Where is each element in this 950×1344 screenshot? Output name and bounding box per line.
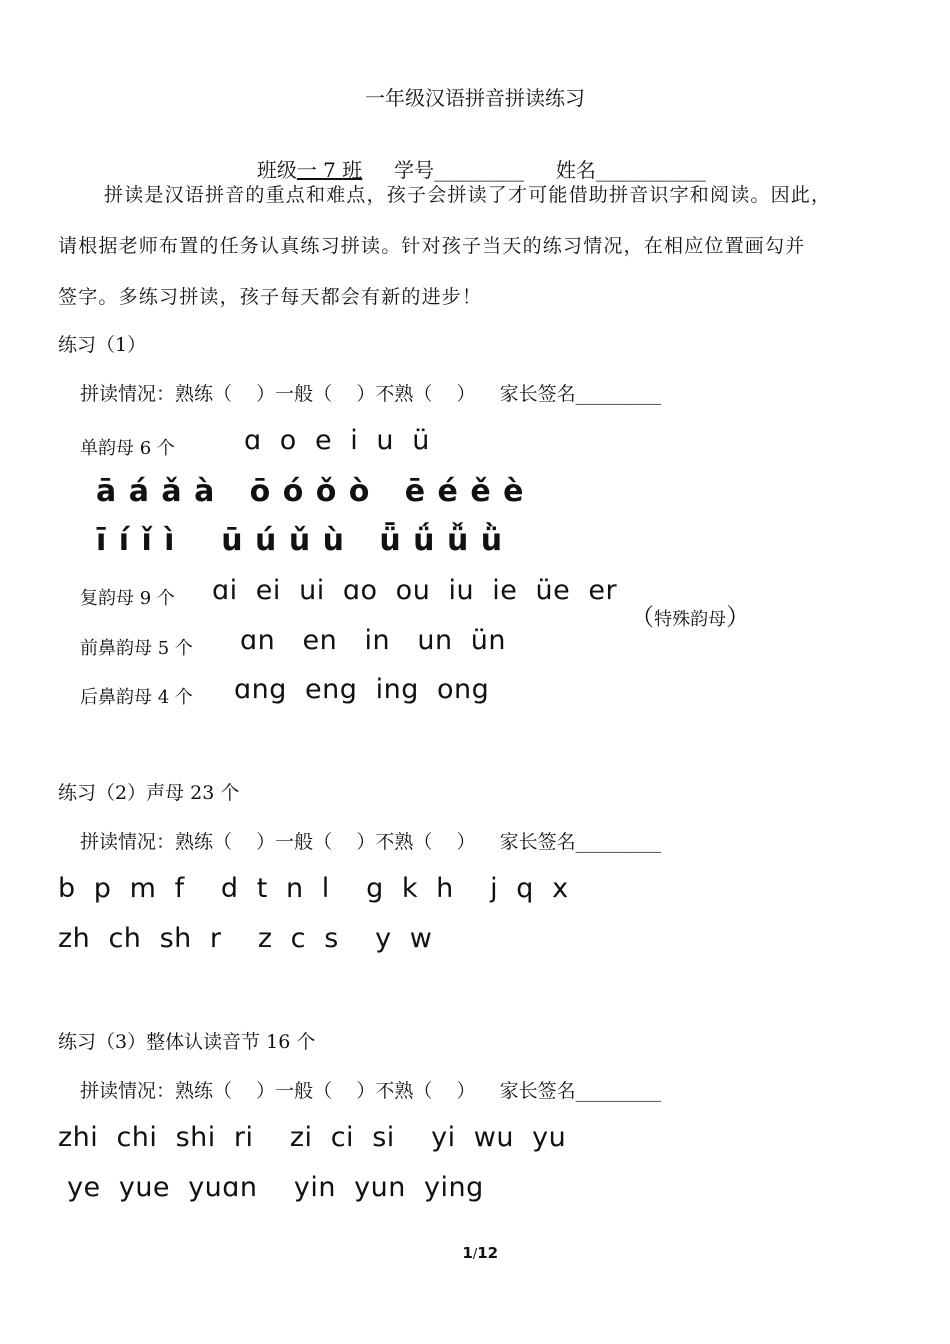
compound-finals-note (620, 578, 750, 632)
single-finals-values: ɑ o e i u ü (244, 425, 430, 456)
syllables-row-2: ye yue yuɑn yin yun ying (58, 1172, 484, 1203)
exercise-1-status-line: 拼读情况：熟练（ ）一般（ ）不熟（ ） 家长签名_________ (80, 383, 662, 405)
student-info-line (0, 130, 950, 183)
exercise-3-status-line: 拼读情况：熟练（ ）一般（ ）不熟（ ） 家长签名_________ (80, 1080, 662, 1102)
note-close-paren: ） (726, 603, 751, 631)
compound-finals-values: ɑi ei ui ɑo ou iu ie üe er (212, 575, 618, 606)
class-value: 一 7 班 (296, 158, 363, 182)
intro-line-1: 拼读是汉语拼音的重点和难点，孩子会拼读了才可能借助拼音识字和阅读。因此， (104, 184, 832, 206)
current-page: 1 (462, 1244, 473, 1262)
class-label: 班级 (256, 158, 297, 182)
exercise-3-heading: 练习（3）整体认读音节 16 个 (58, 1031, 316, 1053)
exercise-2-heading: 练习（2）声母 23 个 (58, 782, 240, 804)
intro-line-2: 请根据老师布置的任务认真练习拼读。针对孩子当天的练习情况，在相应位置画勾并 (58, 235, 806, 257)
compound-finals-label: 复韵母 9 个 (80, 588, 175, 609)
single-finals-label: 单韵母 6 个 (80, 438, 175, 459)
exercise-2-status-line: 拼读情况：熟练（ ）一般（ ）不熟（ ） 家长签名_________ (80, 831, 662, 853)
intro-line-3: 签字。多练习拼读，孩子每天都会有新的进步！ (58, 286, 483, 308)
back-nasal-finals-label: 后鼻韵母 4 个 (80, 687, 193, 708)
note-open-paren: （ (630, 603, 655, 631)
number-label: 学号 (394, 158, 435, 182)
note-text: 特殊韵母 (654, 609, 727, 630)
page-number (0, 1226, 950, 1262)
tone-marks-row-1: ā á ǎ à ō ó ǒ ò ē é ě è (96, 474, 525, 509)
initials-row-1: b p m f d t n l g k h j q x (58, 873, 569, 904)
front-nasal-finals-values: ɑn en in un ün (240, 625, 506, 656)
tone-marks-row-2: ī í ǐ ì ū ú ǔ ù ǖ ǘ ǚ ǜ (96, 523, 504, 558)
exercise-1-heading: 练习（1） (58, 334, 147, 356)
back-nasal-finals-values: ɑng eng ing ong (234, 674, 490, 705)
total-pages: 12 (477, 1244, 499, 1262)
syllables-row-1: zhi chi shi ri zi ci si yi wu yu (58, 1122, 567, 1153)
front-nasal-finals-label: 前鼻韵母 5 个 (80, 638, 193, 659)
name-blank: ___________ (595, 158, 706, 182)
page-title: 一年级汉语拼音拼读练习 (365, 86, 585, 110)
initials-row-2: zh ch sh r z c s y w (58, 923, 433, 954)
number-blank: _________ (434, 158, 525, 182)
page-separator: / (472, 1247, 478, 1262)
name-label: 姓名 (555, 158, 596, 182)
